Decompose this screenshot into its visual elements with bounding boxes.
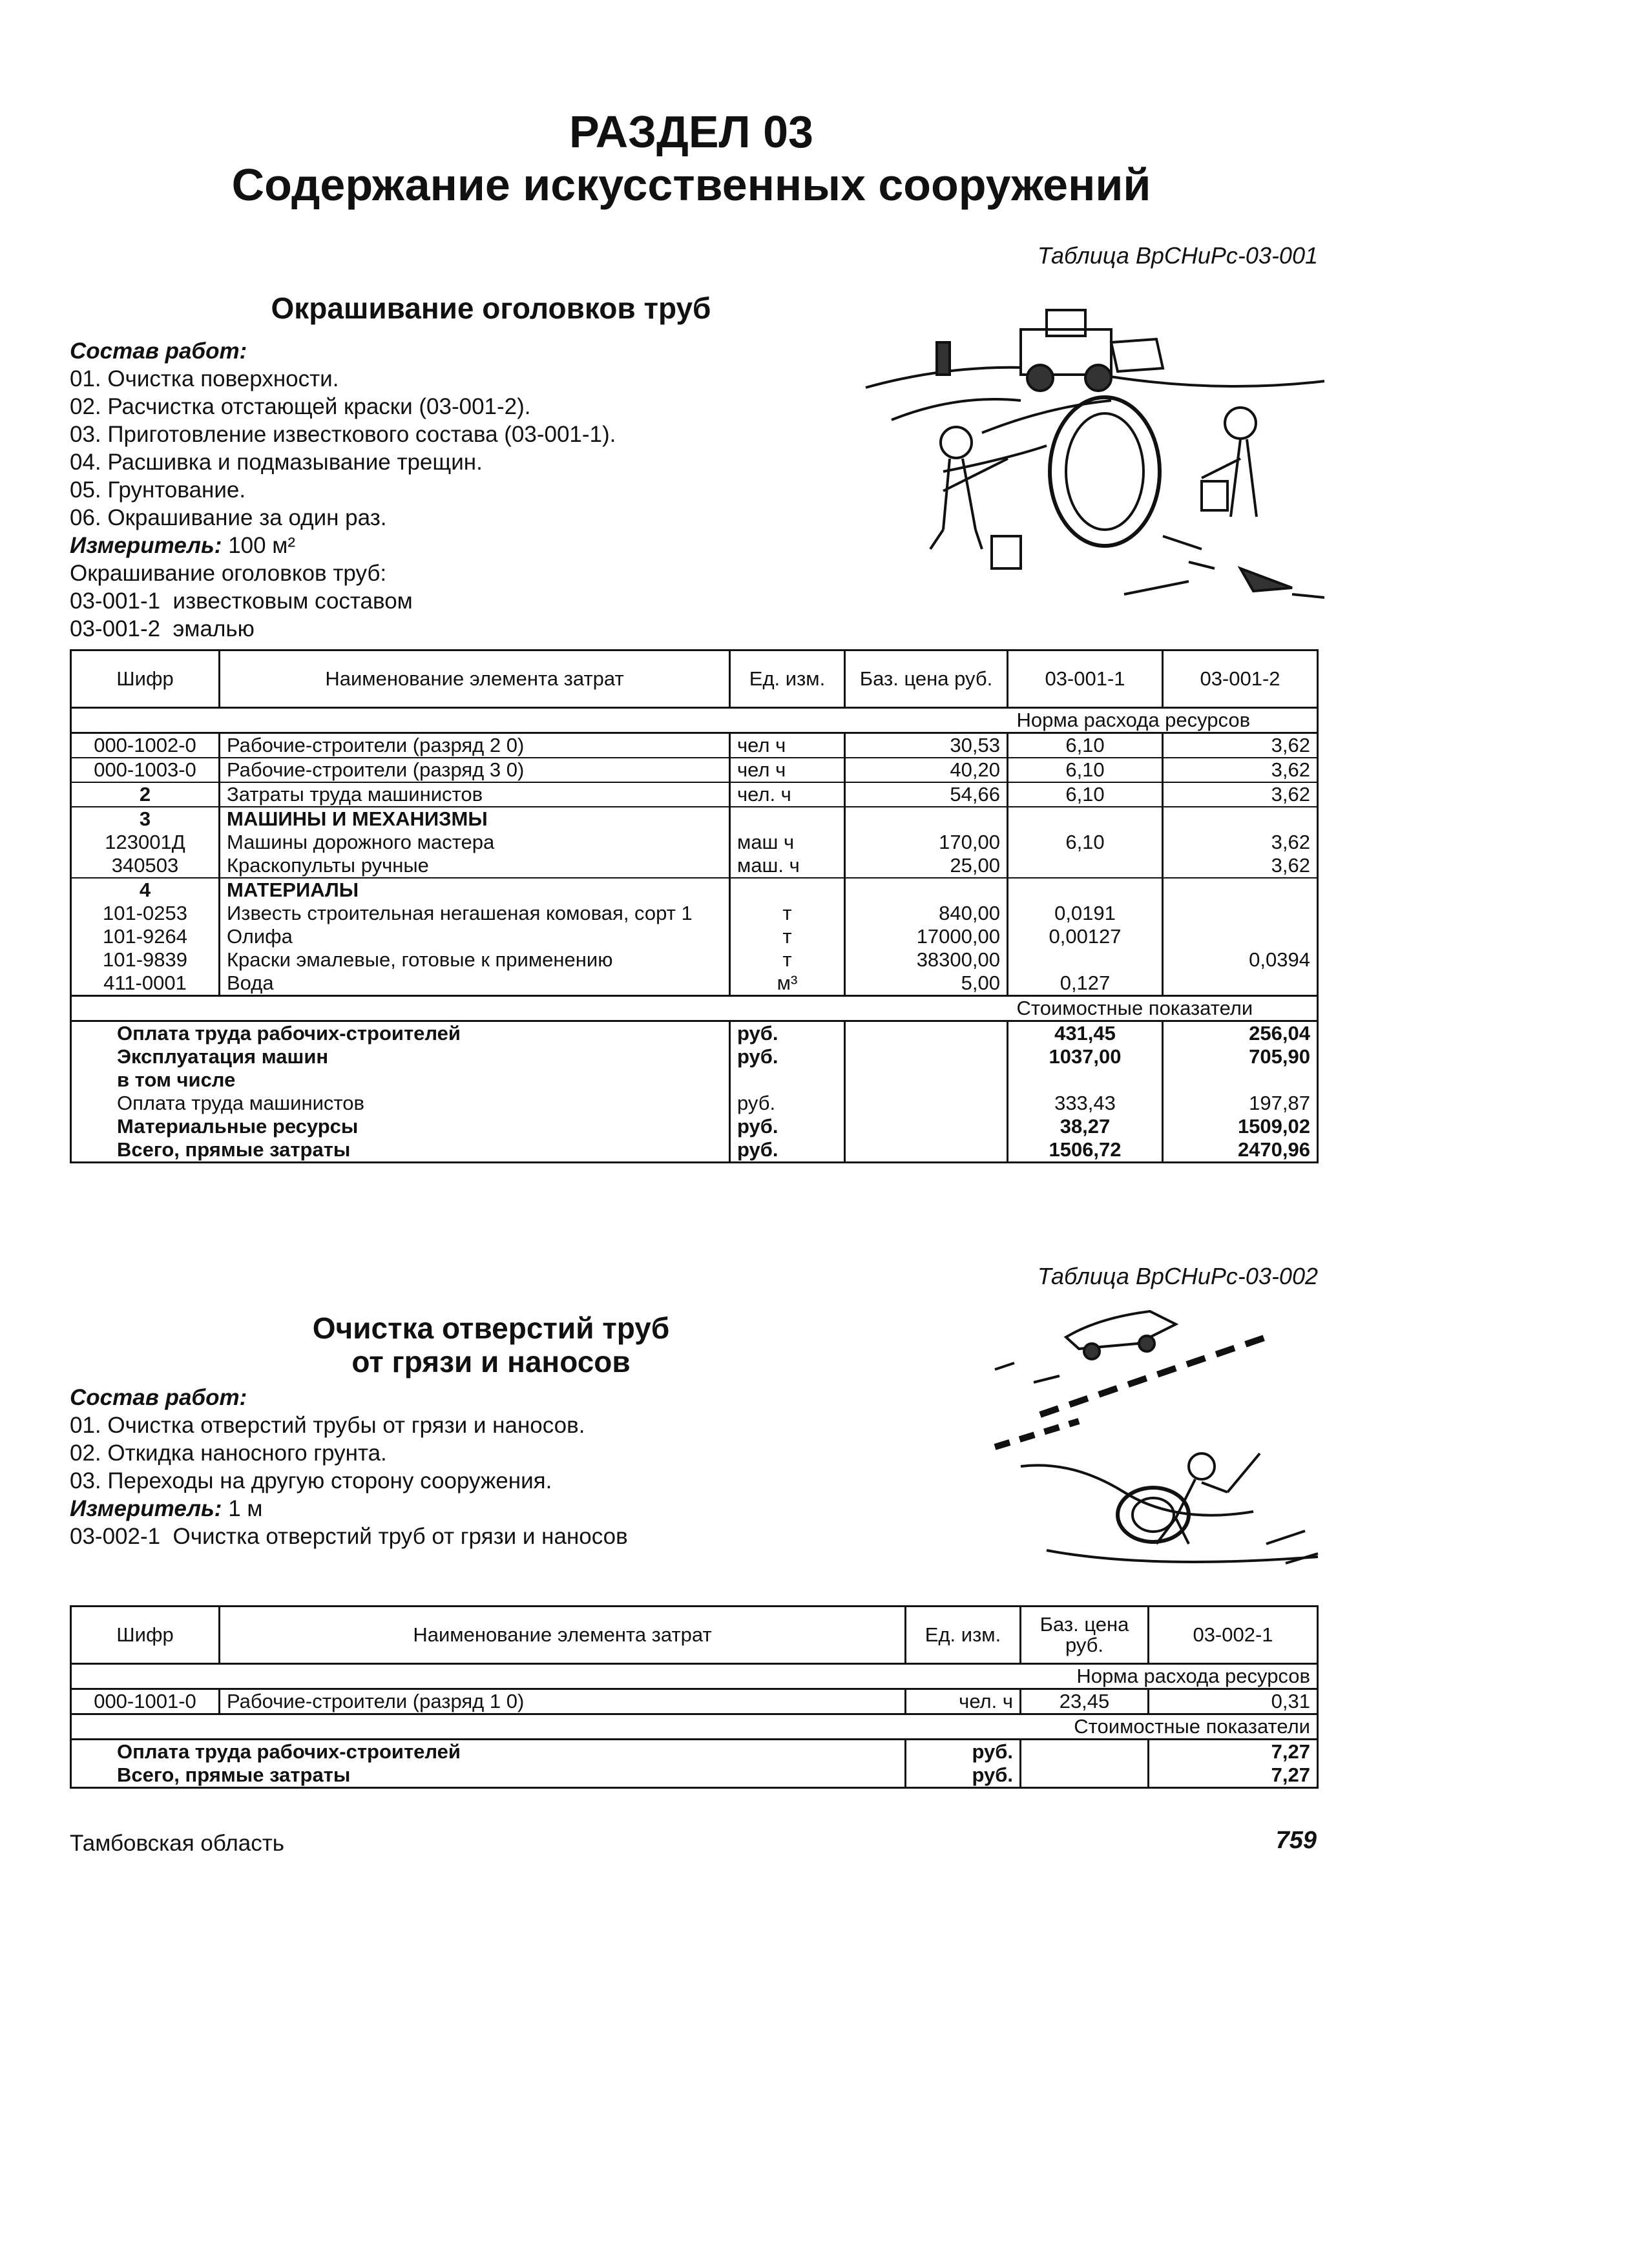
cost-v1: 7,27 xyxy=(1149,1740,1318,1764)
cell-price: 17000,00 xyxy=(845,925,1008,948)
table-label-2: Таблица ВрСНиРс-03-002 xyxy=(1037,1263,1318,1289)
band-resources: Норма расхода ресурсов xyxy=(1021,1664,1318,1689)
description-heading: Окрашивание оголовков труб: xyxy=(70,561,387,586)
cost-row-total xyxy=(71,1138,1318,1163)
table-row xyxy=(71,1689,1318,1714)
cost-v2: 2470,96 xyxy=(1163,1138,1318,1163)
cost-row xyxy=(71,1092,1318,1115)
illustration-culvert-cleaning xyxy=(982,1298,1324,1583)
meter-label: Измеритель: xyxy=(70,1496,222,1521)
footer-region: Тамбовская область xyxy=(70,1831,284,1856)
table-header-row xyxy=(71,650,1318,708)
cell-code: 411-0001 xyxy=(71,972,220,996)
band-row xyxy=(71,996,1318,1021)
variant-item: 03-001-2 эмалью xyxy=(70,616,255,641)
resource-table-1 xyxy=(70,649,1319,1163)
table-row xyxy=(71,831,1318,854)
cell-v2: 3,62 xyxy=(1163,854,1318,878)
cell-v2: 3,62 xyxy=(1163,733,1318,758)
cell-name: Рабочие-строители (разряд 3 0) xyxy=(220,758,730,782)
cell-v1 xyxy=(1008,948,1163,972)
cell-price: 38300,00 xyxy=(845,948,1008,972)
page-number: 759 xyxy=(1275,1827,1317,1854)
cell-name: Затраты труда машинистов xyxy=(220,782,730,807)
cell-v1: 6,10 xyxy=(1008,733,1163,758)
cell-code: 3 xyxy=(71,807,220,831)
meter-value: 1 м xyxy=(228,1496,263,1521)
cell-unit: маш. ч xyxy=(730,854,845,878)
cost-unit: руб. xyxy=(906,1740,1021,1764)
table-row xyxy=(71,925,1318,948)
step-item: 01. Очистка поверхности. xyxy=(70,366,339,391)
work-composition-1 xyxy=(70,337,877,643)
cost-v1: 38,27 xyxy=(1008,1115,1163,1138)
cell-price: 23,45 xyxy=(1021,1689,1149,1714)
cost-v1: 1506,72 xyxy=(1008,1138,1163,1163)
cell-code: 123001Д xyxy=(71,831,220,854)
band-row xyxy=(71,708,1318,733)
table-row-group xyxy=(71,878,1318,902)
cell-price: 170,00 xyxy=(845,831,1008,854)
cell-unit: чел ч xyxy=(730,733,845,758)
cell-price: 25,00 xyxy=(845,854,1008,878)
cell-v1: 0,0191 xyxy=(1008,902,1163,925)
cell-code: 000-1003-0 xyxy=(71,758,220,782)
cell-name: Рабочие-строители (разряд 1 0) xyxy=(220,1689,906,1714)
cell-v1: 0,127 xyxy=(1008,972,1163,996)
composition-heading: Состав работ: xyxy=(70,338,247,364)
cell-v2: 3,62 xyxy=(1163,831,1318,854)
cell-unit: чел. ч xyxy=(906,1689,1021,1714)
col-header-v1: 03-002-1 xyxy=(1149,1607,1318,1664)
cell-v2 xyxy=(1163,972,1318,996)
cost-unit: руб. xyxy=(906,1763,1021,1788)
cost-unit: руб. xyxy=(730,1138,845,1163)
cost-unit: руб. xyxy=(730,1021,845,1046)
table-row xyxy=(71,854,1318,878)
cell-name: Рабочие-строители (разряд 2 0) xyxy=(220,733,730,758)
col-header-v1: 03-001-1 xyxy=(1008,650,1163,708)
cell-v1 xyxy=(1008,854,1163,878)
step-item: 06. Окрашивание за один раз. xyxy=(70,505,387,530)
cost-name: Оплата труда рабочих-строителей xyxy=(71,1021,730,1046)
band-costs: Стоимостные показатели xyxy=(1021,1714,1318,1740)
step-item: 03. Переходы на другую сторону сооружения. xyxy=(70,1468,552,1493)
cell-name: Машины дорожного мастера xyxy=(220,831,730,854)
cell-price: 5,00 xyxy=(845,972,1008,996)
step-item: 01. Очистка отверстий трубы от грязи и наносов. xyxy=(70,1413,585,1438)
cost-v1: 333,43 xyxy=(1008,1092,1163,1115)
col-header-name: Наименование элемента затрат xyxy=(220,1607,906,1664)
table-title-2 xyxy=(233,1311,749,1378)
cell-unit: т xyxy=(730,948,845,972)
resource-table-2 xyxy=(70,1605,1319,1789)
cost-v2: 197,87 xyxy=(1163,1092,1318,1115)
cell-code: 101-0253 xyxy=(71,902,220,925)
cost-name: Оплата труда рабочих-строителей xyxy=(71,1740,906,1764)
table-title-1: Окрашивание оголовков труб xyxy=(271,291,711,325)
cell-code: 340503 xyxy=(71,854,220,878)
cell-name: Краскопульты ручные xyxy=(220,854,730,878)
cost-row xyxy=(71,1740,1318,1764)
band-costs: Стоимостные показатели xyxy=(1008,996,1318,1021)
cell-v1: 0,00127 xyxy=(1008,925,1163,948)
cell-v2 xyxy=(1163,925,1318,948)
table-label-1: Таблица ВрСНиРс-03-001 xyxy=(1037,242,1318,269)
cell-name: Олифа xyxy=(220,925,730,948)
cell-unit: маш ч xyxy=(730,831,845,854)
illustration-culvert-painting xyxy=(853,304,1331,614)
table-row xyxy=(71,972,1318,996)
meter-label: Измеритель: xyxy=(70,533,222,558)
cell-name: Известь строительная негашеная комовая, сорт 1 xyxy=(220,902,730,925)
band-row xyxy=(71,1714,1318,1740)
cell-group-name: МАШИНЫ И МЕХАНИЗМЫ xyxy=(220,807,730,831)
cell-unit: чел ч xyxy=(730,758,845,782)
table-row xyxy=(71,733,1318,758)
cost-name: Всего, прямые затраты xyxy=(71,1763,906,1788)
cell-price: 54,66 xyxy=(845,782,1008,807)
section-name: Содержание искусственных сооружений xyxy=(231,160,1151,210)
cell-v2: 3,62 xyxy=(1163,782,1318,807)
section-number: РАЗДЕЛ 03 xyxy=(569,107,813,157)
cost-v1: 7,27 xyxy=(1149,1763,1318,1788)
cost-row xyxy=(71,1045,1318,1068)
step-item: 03. Приготовление известкового состава (03-001-1). xyxy=(70,422,616,447)
col-header-name: Наименование элемента затрат xyxy=(220,650,730,708)
cell-v2: 3,62 xyxy=(1163,758,1318,782)
table-row xyxy=(71,782,1318,807)
cost-v1: 431,45 xyxy=(1008,1021,1163,1046)
cost-name: Материальные ресурсы xyxy=(71,1115,730,1138)
cell-v2 xyxy=(1163,902,1318,925)
cell-v1: 6,10 xyxy=(1008,831,1163,854)
step-item: 02. Расчистка отстающей краски (03-001-2). xyxy=(70,394,531,419)
cost-name: в том числе xyxy=(71,1068,730,1092)
work-composition-2 xyxy=(70,1384,910,1550)
cell-unit: т xyxy=(730,902,845,925)
cell-price: 30,53 xyxy=(845,733,1008,758)
col-header-price: Баз. цена руб. xyxy=(1021,1607,1149,1664)
cost-row-total xyxy=(71,1763,1318,1788)
step-item: 05. Грунтование. xyxy=(70,477,246,503)
cost-name: Эксплуатация машин xyxy=(71,1045,730,1068)
step-item: 04. Расшивка и подмазывание трещин. xyxy=(70,450,483,475)
composition-heading: Состав работ: xyxy=(70,1385,247,1410)
cost-unit: руб. xyxy=(730,1045,845,1068)
cost-v1: 1037,00 xyxy=(1008,1045,1163,1068)
cell-code: 101-9264 xyxy=(71,925,220,948)
cell-v1: 0,31 xyxy=(1149,1689,1318,1714)
cost-row xyxy=(71,1068,1318,1092)
meter-line xyxy=(70,1495,910,1523)
table-row xyxy=(71,948,1318,972)
cost-v2: 705,90 xyxy=(1163,1045,1318,1068)
cell-unit: т xyxy=(730,925,845,948)
col-header-unit: Ед. изм. xyxy=(730,650,845,708)
table-row xyxy=(71,902,1318,925)
cost-row xyxy=(71,1115,1318,1138)
table-header-row xyxy=(71,1607,1318,1664)
cell-code: 2 xyxy=(71,782,220,807)
band-resources: Норма расхода ресурсов xyxy=(1008,708,1318,733)
cell-v2: 0,0394 xyxy=(1163,948,1318,972)
cost-v2: 1509,02 xyxy=(1163,1115,1318,1138)
cost-row xyxy=(71,1021,1318,1046)
col-header-code: Шифр xyxy=(71,1607,220,1664)
cell-code: 000-1002-0 xyxy=(71,733,220,758)
cell-price: 40,20 xyxy=(845,758,1008,782)
variant-item: 03-001-1 известковым составом xyxy=(70,588,413,614)
table-row xyxy=(71,758,1318,782)
cell-code: 101-9839 xyxy=(71,948,220,972)
cell-code: 000-1001-0 xyxy=(71,1689,220,1714)
cell-name: Краски эмалевые, готовые к применению xyxy=(220,948,730,972)
col-header-unit: Ед. изм. xyxy=(906,1607,1021,1664)
cost-name: Всего, прямые затраты xyxy=(71,1138,730,1163)
band-row xyxy=(71,1664,1318,1689)
title-line: от грязи и наносов xyxy=(351,1345,631,1378)
cell-unit: чел. ч xyxy=(730,782,845,807)
variant-item: 03-002-1 Очистка отверстий труб от грязи и наносов xyxy=(70,1524,628,1549)
step-item: 02. Откидка наносного грунта. xyxy=(70,1441,387,1466)
col-header-price: Баз. цена руб. xyxy=(845,650,1008,708)
cell-price: 840,00 xyxy=(845,902,1008,925)
meter-value: 100 м² xyxy=(228,533,296,558)
cell-name: Вода xyxy=(220,972,730,996)
meter-line xyxy=(70,532,877,559)
cell-unit: м³ xyxy=(730,972,845,996)
col-header-code: Шифр xyxy=(71,650,220,708)
cell-code: 4 xyxy=(71,878,220,902)
cell-v1: 6,10 xyxy=(1008,782,1163,807)
cell-v1: 6,10 xyxy=(1008,758,1163,782)
cost-unit: руб. xyxy=(730,1092,845,1115)
cost-v2: 256,04 xyxy=(1163,1021,1318,1046)
col-header-v2: 03-001-2 xyxy=(1163,650,1318,708)
table-row-group xyxy=(71,807,1318,831)
cost-name: Оплата труда машинистов xyxy=(71,1092,730,1115)
cost-unit: руб. xyxy=(730,1115,845,1138)
title-line: Очистка отверстий труб xyxy=(312,1311,670,1345)
cell-group-name: МАТЕРИАЛЫ xyxy=(220,878,730,902)
